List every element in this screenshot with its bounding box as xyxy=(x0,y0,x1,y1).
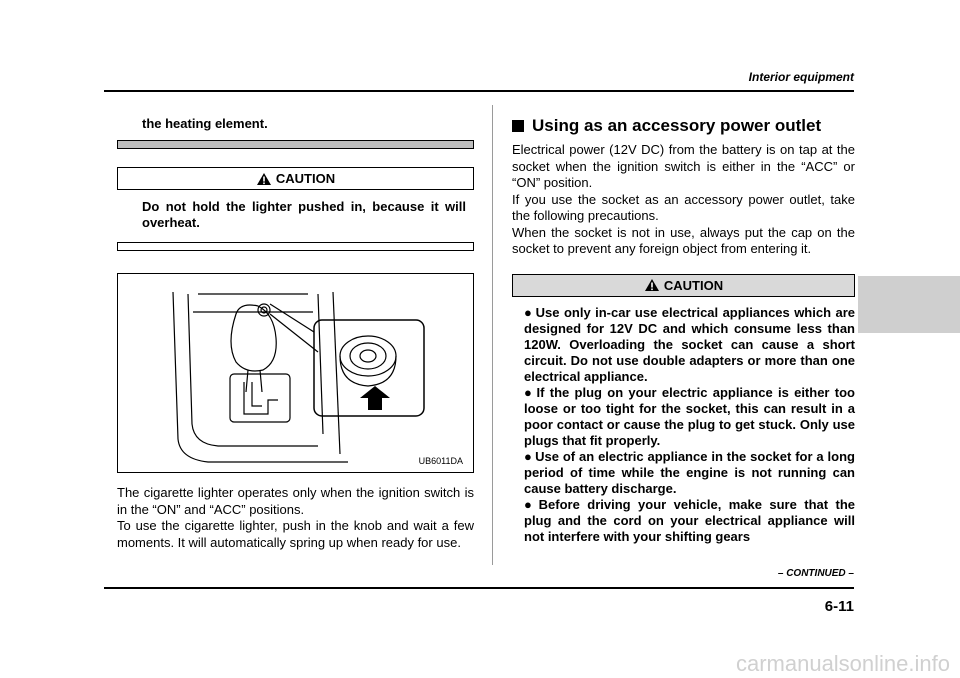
intro-text: the heating element. xyxy=(142,116,268,131)
caution-bullet-4: ● Before driving your vehicle, make sure that the plug and the cord on your electrical appliance will not interfere with your shifting gears xyxy=(524,496,856,544)
section-header: Interior equipment xyxy=(748,70,854,84)
caution-end-bar xyxy=(117,242,474,251)
chapter-tab xyxy=(858,276,960,333)
square-bullet-icon xyxy=(512,120,524,132)
footer-rule xyxy=(104,587,854,589)
column-divider xyxy=(492,105,493,565)
right-paragraph-3: When the socket is not in use, always put the cap on the socket to prevent any foreign object from entering it. xyxy=(512,224,855,256)
section-heading xyxy=(512,116,855,136)
page-number: 6-11 xyxy=(824,598,854,615)
caution-label: CAUTION xyxy=(663,277,724,293)
heading-text: Using as an accessory power outlet xyxy=(532,116,822,135)
left-paragraph-1: The cigarette lighter operates only when the ignition switch is in the “ON” and “ACC” positions. xyxy=(117,485,474,517)
caution-bullets xyxy=(512,297,855,545)
shifter-illustration xyxy=(118,274,473,472)
press-arrow-icon xyxy=(360,386,390,410)
header-rule xyxy=(104,90,854,92)
warning-icon xyxy=(256,172,272,186)
continued-label: – CONTINUED – xyxy=(777,568,854,579)
right-paragraph-1: Electrical power (12V DC) from the battery is on tap at the socket when the ignition switch is either in the “ACC” or “ON” position. xyxy=(512,142,855,190)
caution-text: Do not hold the lighter pushed in, because it will overheat. xyxy=(142,199,466,230)
caution-bullet-3: ● Use of an electric appliance in the socket for a long period of time while the engine is not running can cause battery discharge. xyxy=(524,448,855,496)
right-paragraph-2: If you use the socket as an accessory power outlet, take the following precautions. xyxy=(512,191,855,223)
left-paragraph-2: To use the cigarette lighter, push in the knob and wait a few moments. It will automatically spring up when ready for use. xyxy=(117,518,474,550)
lighter-figure xyxy=(117,273,474,473)
caution-bullet-2: ● If the plug on your electric appliance is either too loose or too tight for the socket, this can result in a poor contact or cause the plug to get stuck. Only use plugs that fit properly. xyxy=(524,384,855,448)
caution-bullet-1: ● Use only in-car use electrical appliances which are designed for 12V DC and which consume less than 120W. Overloading the socket can cause a short circuit. Do not use double adapters or more than one electrical appliance. xyxy=(524,304,855,384)
caution-label: CAUTION xyxy=(275,171,336,186)
right-column xyxy=(512,116,855,545)
warning-icon xyxy=(644,278,660,292)
watermark: carmanualsonline.info xyxy=(735,651,950,676)
left-column xyxy=(117,116,474,551)
caution-header-right xyxy=(512,274,855,297)
caution-top-bar xyxy=(117,140,474,149)
caution-header xyxy=(117,167,474,190)
figure-code: UB6011DA xyxy=(418,456,463,466)
